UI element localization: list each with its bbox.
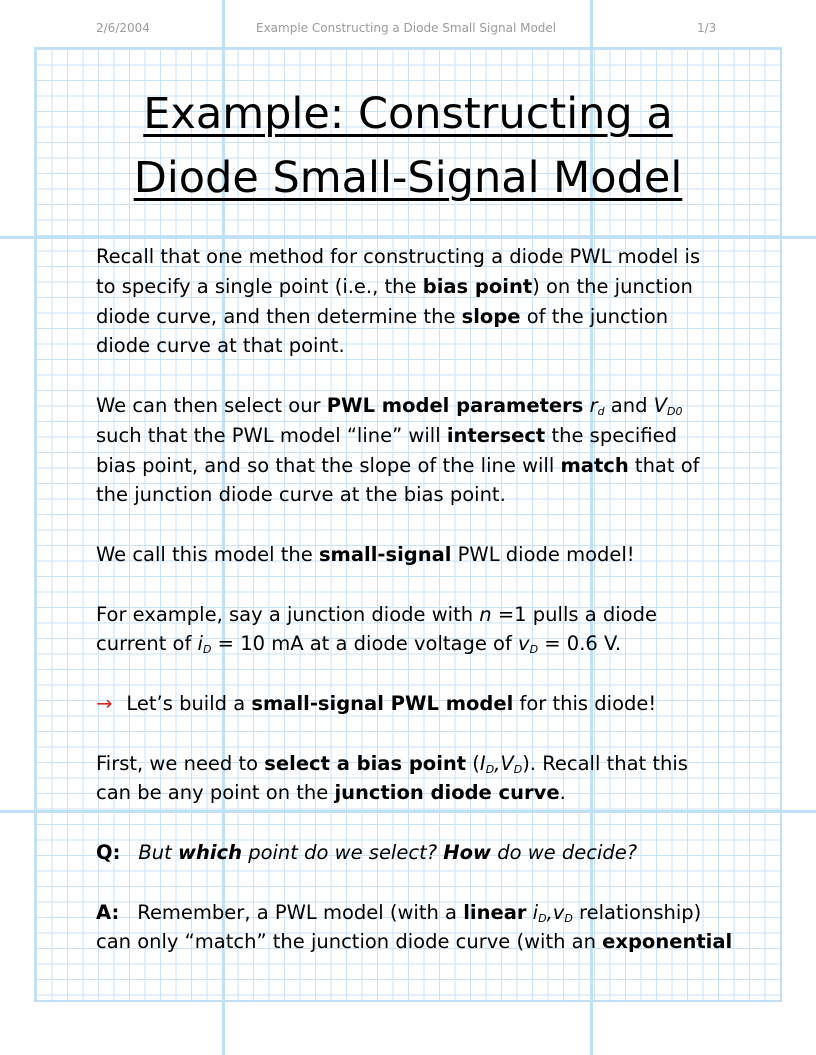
title-line-1: Example: Constructing a xyxy=(143,89,673,139)
paragraph-question xyxy=(96,838,736,868)
text: Remember, a PWL model (with a xyxy=(137,900,464,924)
header-page-number: 1/3 xyxy=(697,21,717,35)
text: relationship) xyxy=(572,900,702,924)
paragraph-small-signal xyxy=(96,540,736,570)
subscript: D xyxy=(202,643,212,657)
major-grid-line xyxy=(0,236,816,239)
emphasis: linear xyxy=(463,900,527,924)
text: diode curve, and then determine the xyxy=(96,304,462,328)
text: For example, say a junction diode with xyxy=(96,602,480,626)
variable: i xyxy=(197,632,203,656)
text: . xyxy=(559,781,566,805)
emphasis: How xyxy=(443,840,491,864)
text: We call this model the xyxy=(96,542,319,566)
text: that of xyxy=(628,453,700,477)
emphasis: junction diode curve xyxy=(334,781,560,805)
text: First, we need to xyxy=(96,751,265,775)
variable: n xyxy=(479,602,492,626)
text: Let’s build a xyxy=(126,691,252,715)
text: point do we select? xyxy=(242,840,444,864)
subscript: D xyxy=(485,762,495,776)
variable: V xyxy=(500,751,514,775)
header-doc-title: Example Constructing a Diode Small Signal Model xyxy=(256,21,557,35)
text: of the junction xyxy=(520,304,669,328)
text: to specify a single point (i.e., the xyxy=(96,274,423,298)
emphasis: match xyxy=(560,453,629,477)
text: for this diode! xyxy=(513,691,657,715)
emphasis: small-signal PWL model xyxy=(251,691,514,715)
variable: v xyxy=(518,632,530,656)
arrow-icon: → xyxy=(96,691,113,715)
emphasis: bias point xyxy=(422,274,533,298)
text: =1 pulls a diode xyxy=(491,602,657,626)
text: ( xyxy=(466,751,480,775)
subscript: D xyxy=(513,762,523,776)
paragraph-bias-point xyxy=(96,749,736,809)
variable: ,v xyxy=(546,900,565,924)
emphasis: select a bias point xyxy=(264,751,467,775)
title-line-2: Diode Small-Signal Model xyxy=(133,153,683,203)
variable: r xyxy=(583,393,598,417)
text: the specified xyxy=(545,423,677,447)
text: = 0.6 V. xyxy=(538,632,622,656)
variable: I xyxy=(479,751,486,775)
emphasis: which xyxy=(177,840,242,864)
page-title xyxy=(34,82,782,210)
text: ). Recall that this xyxy=(522,751,688,775)
paragraph-parameters xyxy=(96,391,736,510)
text: PWL diode model! xyxy=(451,542,635,566)
emphasis: intersect xyxy=(446,423,546,447)
header-date: 2/6/2004 xyxy=(96,21,150,35)
text: do we decide? xyxy=(491,840,638,864)
text: , xyxy=(494,751,501,775)
text: diode curve at that point. xyxy=(96,334,345,358)
question-label: Q: xyxy=(96,840,121,864)
text: can only “match” the junction diode curve (with an xyxy=(96,930,603,954)
text: current of xyxy=(96,632,198,656)
text: But xyxy=(138,840,178,864)
emphasis: small-signal xyxy=(318,542,452,566)
subscript: d xyxy=(597,404,605,418)
text: and xyxy=(604,393,654,417)
emphasis: slope xyxy=(461,304,521,328)
text: such that the PWL model “line” will xyxy=(96,423,447,447)
document-body xyxy=(96,242,736,987)
text: Recall that one method for constructing a diode PWL model is xyxy=(96,245,701,268)
text: = 10 mA at a diode voltage of xyxy=(211,632,519,656)
variable: i xyxy=(526,900,539,924)
subscript: D xyxy=(564,911,573,925)
text: bias point, and so that the slope of the line will xyxy=(96,453,561,477)
paragraph-example xyxy=(96,600,736,660)
emphasis: PWL model parameters xyxy=(326,393,584,417)
subscript: D xyxy=(538,911,547,925)
paragraph-answer xyxy=(96,898,736,958)
emphasis: exponential xyxy=(602,930,733,954)
text: We can then select our xyxy=(96,393,327,417)
subscript: D xyxy=(529,643,539,657)
paragraph-recall xyxy=(96,242,736,361)
paragraph-build xyxy=(96,689,736,719)
text: can be any point on the xyxy=(96,781,335,805)
subscript: D0 xyxy=(667,404,683,418)
variable: V xyxy=(653,393,668,417)
text: ) on the junction xyxy=(532,274,693,298)
answer-label: A: xyxy=(96,900,120,924)
text: the junction diode curve at the bias point. xyxy=(96,483,506,507)
